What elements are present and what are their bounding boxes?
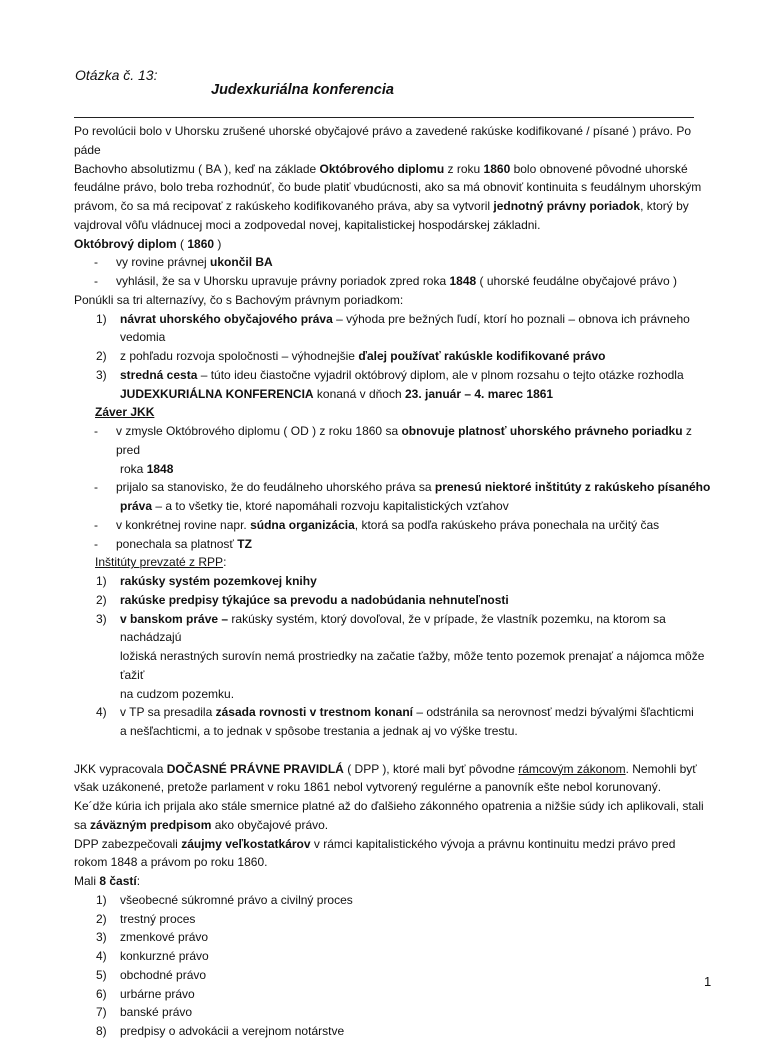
list-item: 5) obchodné právo <box>74 966 714 985</box>
list-item: 8) predpisy o advokácii a verejnom notárstve <box>74 1022 714 1041</box>
list-item: 4) konkurzné právo <box>74 947 714 966</box>
list-item: 3) zmenkové právo <box>74 928 714 947</box>
list-item-continuation: a nešľachticmi, a to jednak v spôsobe trestania a jednak aj vo výške trestu. <box>120 724 518 738</box>
document-body <box>74 122 714 1041</box>
dpp-line: Ke´dže kúria ich prijala ako stále smernice platné až do ďalšieho zákonného opatrenia a nižšie súdy ich aplikovali, stali <box>74 799 704 813</box>
intro-line: vajdroval vôľu vládnucej moci a zodpovedal novej, kapitalistickej hospodárskej základni. <box>74 217 541 232</box>
number-marker: 8) <box>96 1024 107 1038</box>
number-marker: 5) <box>96 967 107 982</box>
number-marker: 7) <box>96 1005 107 1020</box>
list-item: 4) v TP sa presadila zásada rovnosti v trestnom konaní – odstránila sa nerovnosť medzi bývalými šľachticmi <box>74 703 714 722</box>
number-marker: 1) <box>96 311 107 326</box>
dpp-line: rokom 1848 a právom po roku 1860. <box>74 855 268 870</box>
intro-line: Po revolúcii bolo v Uhorsku zrušené uhorské obyčajové právo a zavedené rakúske kodifikované / písané ) právo. Po páde <box>74 124 692 157</box>
list-item: 2) rakúske predpisy týkajúce sa prevodu a nadobúdania nehnuteľnosti <box>74 591 714 610</box>
dpp-line: JKK vypracovala DOČASNÉ PRÁVNE PRAVIDLÁ ( DPP ), ktoré mali byť pôvodne rámcovým zákonom. Nemohli byť <box>74 761 697 776</box>
paragraph-gap <box>74 741 714 760</box>
dpp-line: však uzákonené, pretože parlament v roku 1861 nebol vytvorený regulérne a panovník ešte nebol korunovaný. <box>74 780 662 795</box>
list-item-continuation: roka 1848 <box>120 461 174 476</box>
number-marker: 1) <box>96 574 107 588</box>
number-marker: 6) <box>96 986 107 1001</box>
bullet-marker: - <box>94 517 98 532</box>
intro-line: Bachovho absolutizmu ( BA ), keď na základe Októbrového diplomu z roku 1860 bolo obnovené pôvodné uhorské <box>74 161 688 176</box>
page-title: Judexkuriálna konferencia <box>211 82 394 98</box>
list-item: 1) návrat uhorského obyčajového práva – výhoda pre bežných ľudí, ktorí ho poznali – obnova ich právneho <box>74 310 714 329</box>
number-marker: 3) <box>96 611 107 626</box>
intro-paragraph <box>74 122 714 235</box>
list-item: 1) všeobecné súkromné právo a civilný proces <box>74 891 714 910</box>
list-item: - v zmysle Októbrového diplomu ( OD ) z roku 1860 sa obnovuje platnosť uhorského právneho poriadku z pred <box>74 422 714 460</box>
bullet-marker: - <box>94 536 98 551</box>
bullet-marker: - <box>94 274 98 288</box>
alternatives-intro: Ponúkli sa tri alternazívy, čo s Bachovým právnym poriadkom: <box>74 292 404 307</box>
intro-line: feudálne právo, bolo treba rozhodnúť, čo bude platiť vbudúcnosti, ako sa má obnoviť kontinuita s feudálnym uhorským <box>74 180 702 195</box>
list-item: 2) z pohľadu rozvoja spoločnosti – výhodnejšie ďalej používať rakúskle kodifikované právo <box>74 347 714 366</box>
question-label: Otázka č. 13: <box>75 67 158 83</box>
list-item-continuation: vedomia <box>120 330 166 345</box>
dpp-line: DPP zabezpečovali záujmy veľkostatkárov v rámci kapitalistického vývoja a právnu kontinuitu medzi právo pred <box>74 836 676 851</box>
dpp-line: sa záväzným predpisom ako obyčajové právo. <box>74 817 329 832</box>
number-marker: 4) <box>96 949 107 963</box>
list-item: 7) banské právo <box>74 1003 714 1022</box>
page-number: 1 <box>704 974 712 989</box>
list-item: - ponechala sa platnosť TZ <box>74 535 714 554</box>
number-marker: 2) <box>96 911 107 926</box>
list-item: 3) v banskom práve – rakúsky systém, ktorý dovoľoval, že v prípade, že vlastník pozemku, na ktorom sa nachádzajú <box>74 610 714 648</box>
bullet-marker: - <box>94 480 98 495</box>
list-item-continuation: JUDEXKURIÁLNA KONFERENCIA konaná v dňoch 23. január – 4. marec 1861 <box>120 386 554 401</box>
list-item: - v konkrétnej rovine napr. súdna organizácia, ktorá sa podľa rakúskeho práva ponechala na určitý čas <box>74 516 714 535</box>
list-item-continuation: práva – a to všetky tie, ktoré napomáhali rozvoju kapitalistických vzťahov <box>120 499 509 513</box>
number-marker: 1) <box>96 892 107 907</box>
list-item: - prijalo sa stanovisko, že do feudálneho uhorského práva sa prenesú niektoré inštitúty z rakúskeho písaného <box>74 478 714 497</box>
list-item: - vy rovine právnej ukončil BA <box>74 253 714 272</box>
list-item-continuation: na cudzom pozemku. <box>120 686 235 701</box>
title-divider <box>74 117 694 118</box>
list-item: - vyhlásil, že sa v Uhorsku upravuje právny poriadok zpred roka 1848 ( uhorské feudálne obyčajové právo ) <box>74 272 714 291</box>
list-item: 6) urbárne právo <box>74 985 714 1004</box>
number-marker: 4) <box>96 705 107 720</box>
list-item: 1) rakúsky systém pozemkovej knihy <box>74 572 714 591</box>
list-item: 2) trestný proces <box>74 910 714 929</box>
parts-list <box>74 891 714 1041</box>
conclusion-heading: Záver JKK <box>95 405 155 420</box>
number-marker: 2) <box>96 592 107 607</box>
number-marker: 3) <box>96 367 107 382</box>
list-item-continuation: ložiská nerastných surovín nemá prostriedky na začatie ťažby, môže tento pozemok prenajať a nájomca môže ťažiť <box>120 649 705 682</box>
number-marker: 2) <box>96 349 107 363</box>
bullet-marker: - <box>94 424 98 438</box>
dpp-line: Mali 8 častí: <box>74 874 141 888</box>
bullet-marker: - <box>94 255 98 270</box>
institutes-heading: Inštitúty prevzaté z RPP: <box>95 555 227 570</box>
number-marker: 3) <box>96 930 107 945</box>
list-item: 3) stredná cesta – túto ideu čiastočne vyjadril októbrový diplom, ale v plnom rozsahu o tejto otázke rozhodla <box>74 366 714 385</box>
diploma-heading: Októbrový diplom ( 1860 ) <box>74 236 222 251</box>
dpp-paragraph <box>74 760 714 891</box>
intro-line: právom, čo sa má recipovať z rakúskeho kodifikovaného práva, aby sa vytvoril jednotný právny poriadok, ktorý by <box>74 199 689 213</box>
